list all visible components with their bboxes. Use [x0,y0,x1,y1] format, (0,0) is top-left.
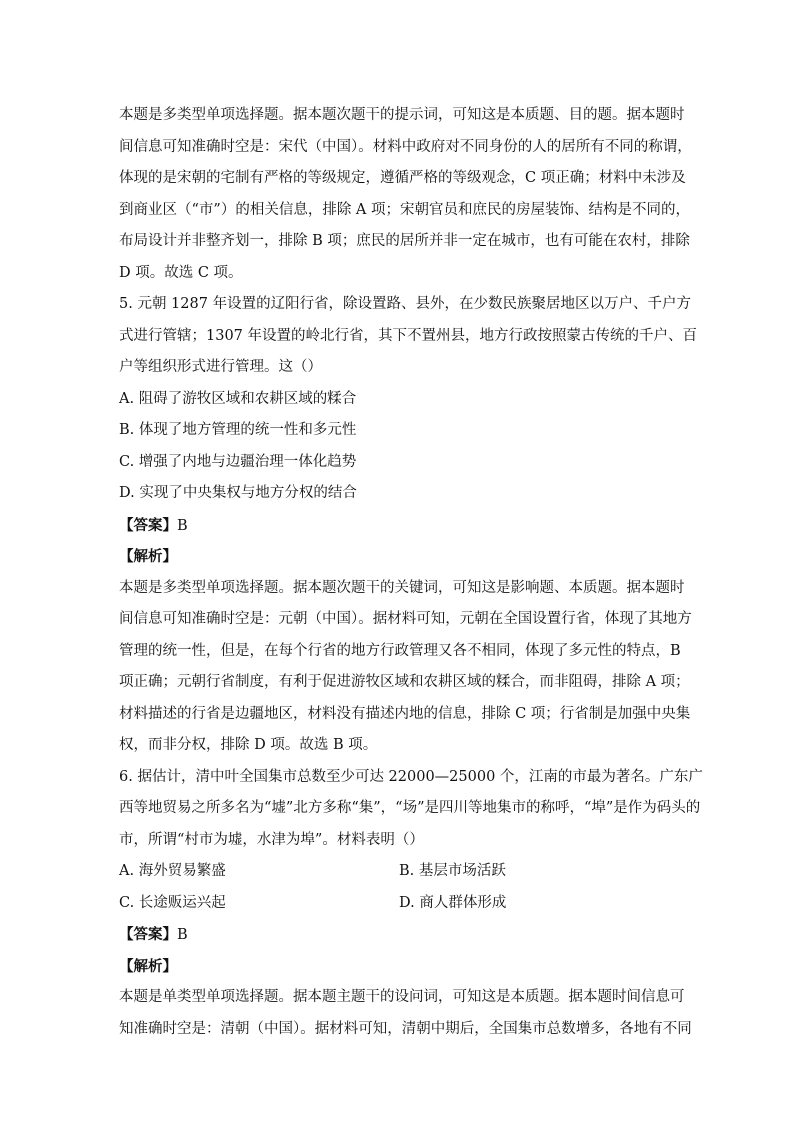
answer-label: 【答案】 [119,926,177,943]
analysis-label: 【解析】 [119,548,177,565]
answer-row [119,510,679,542]
option-c: C. 增强了内地与边疆治理一体化趋势 [119,453,357,470]
text-line: 体现的是宋朝的宅制有严格的等级规定，遵循严格的等级观念，C 项正确；材料中未涉及 [119,170,686,186]
question-stem-line: 户等组织形式进行管理。这（） [119,359,322,375]
question-6 [119,762,703,1046]
question-stem-line: 式进行管辖；1307 年设置的岭北行省，其下不置州县，地方行政按照蒙古传统的千户、百 [119,327,698,344]
option-a: A. 海外贸易繁盛 [119,863,226,879]
analysis-line: 项正确；元朝行省制度，有利于促进游牧区域和农耕区域的糅合，而非阻碍，排除 A 项； [119,674,690,690]
option-a: A. 阻碍了游牧区域和农耕区域的糅合 [119,390,357,407]
analysis-line: 本题是单类型单项选择题。据本题主题干的设问词，可知这是本质题。据本题时间信息可 [119,989,685,1005]
analysis-line: 管理的统一性，但是，在每个行省的地方行政管理又各不相同，体现了多元性的特点，B [119,642,681,659]
question-stem-line: 市，所谓“村市为墟，水津为埠”。材料表明（） [119,831,424,848]
option-row [119,888,679,920]
answer-label: 【答案】 [119,516,177,534]
text-line: 本题是多类型单项选择题。据本题次题干的提示词，可知这是本质题、目的题。据本题时 [119,107,685,123]
analysis-line: 权，而非分权，排除 D 项。故选 B 项。 [119,737,378,753]
answer-row [119,919,679,951]
document-content [119,100,703,1045]
text-line: 到商业区（“市”）的相关信息，排除 A 项；宋朝官员和庶民的房屋装饰、结构是不同的， [119,201,691,218]
analysis-line: 知准确时空是：清朝（中国）。据材料可知，清朝中期后，全国集市总数增多，各地有不同 [119,1020,692,1037]
analysis-line: 间信息可知准确时空是：元朝（中国）。据材料可知，元朝在全国设置行省，体现了其地方 [119,611,692,627]
question-stem-line: 6. 据估计，清中叶全国集市总数至少可达 22000—25000 个，江南的市最为著名。广东广 [119,768,703,785]
option-d: D. 实现了中央集权与地方分权的结合 [119,485,357,501]
analysis-line: 材料描述的行省是边疆地区，材料没有描述内地的信息，排除 C 项；行省制是加强中央集 [119,705,691,722]
option-b: B. 基层市场活跃 [399,863,506,879]
option-d: D. 商人群体形成 [399,894,507,911]
option-b: B. 体现了地方管理的统一性和多元性 [119,422,357,438]
question-5 [119,289,698,762]
answer-value: B [177,927,188,943]
analysis-label: 【解析】 [119,957,177,975]
q4-analysis-tail [119,100,692,289]
option-c: C. 长途贩运兴起 [119,894,226,911]
text-line: 布局设计并非整齐划一，排除 B 项；庶民的居所并非一定在城市，也有可能在农村，排除 [119,233,690,249]
text-line: D 项。故选 C 项。 [119,264,243,281]
analysis-line: 本题是多类型单项选择题。据本题次题干的关键词，可知这是影响题、本质题。据本题时 [119,579,685,596]
question-stem-line: 西等地贸易之所多名为“墟”北方多称“集”，“场”是四川等地集市的称呼，“埠”是作为码头的 [119,800,701,816]
option-row [119,856,679,888]
question-stem-line: 5. 元朝 1287 年设置的辽阳行省，除设置路、县外，在少数民族聚居地区以万户、千户方 [119,296,692,312]
text-line: 间信息可知准确时空是：宋代（中国）。材料中政府对不同身份的人的居所有不同的称谓， [119,138,692,155]
answer-value: B [177,517,188,534]
